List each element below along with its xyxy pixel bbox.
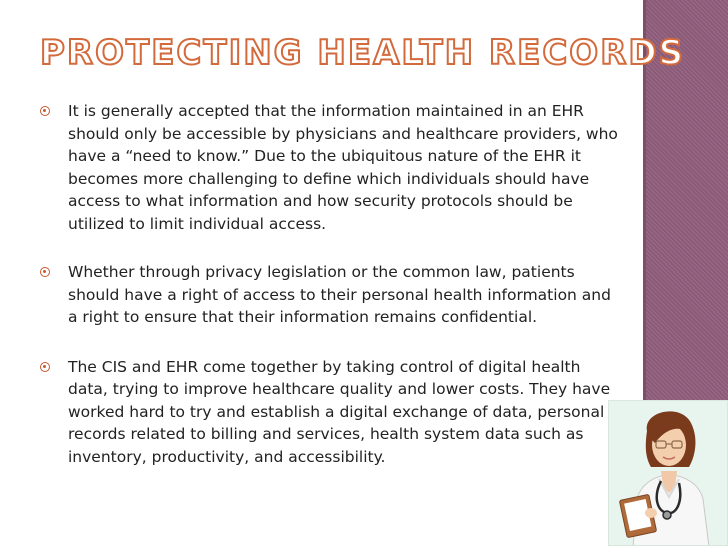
slide-title: PROTECTING HEALTH RECORDS (40, 33, 686, 73)
bullet-item (40, 100, 620, 235)
female-doctor-icon (609, 401, 728, 546)
bullet-text: Whether through privacy legislation or the common law, patients should have a right of access to their personal health information and a right to ensure that their information remains confidential. (68, 263, 611, 326)
circle-bullet-icon (40, 267, 50, 277)
circle-bullet-icon (40, 106, 50, 116)
bullet-text: It is generally accepted that the information maintained in an EHR should only be accessible by physicians and healthcare providers, who have a “need to know.” Due to the ubiquitous nature of the EHR it becomes more challenging to define which individuals should have access to what information and how security protocols should be utilized to limit individual access. (68, 102, 618, 233)
bullet-list (40, 100, 620, 494)
bullet-item (40, 356, 620, 469)
circle-bullet-icon (40, 362, 50, 372)
bullet-text: The CIS and EHR come together by taking control of digital health data, trying to improve healthcare quality and lower costs. They have worked hard to try and establish a digital exchange of data, personal records related to billing and services, health system data such as inventory, productivity, and accessibility. (68, 357, 611, 466)
bullet-item (40, 261, 620, 329)
doctor-illustration (608, 400, 728, 546)
